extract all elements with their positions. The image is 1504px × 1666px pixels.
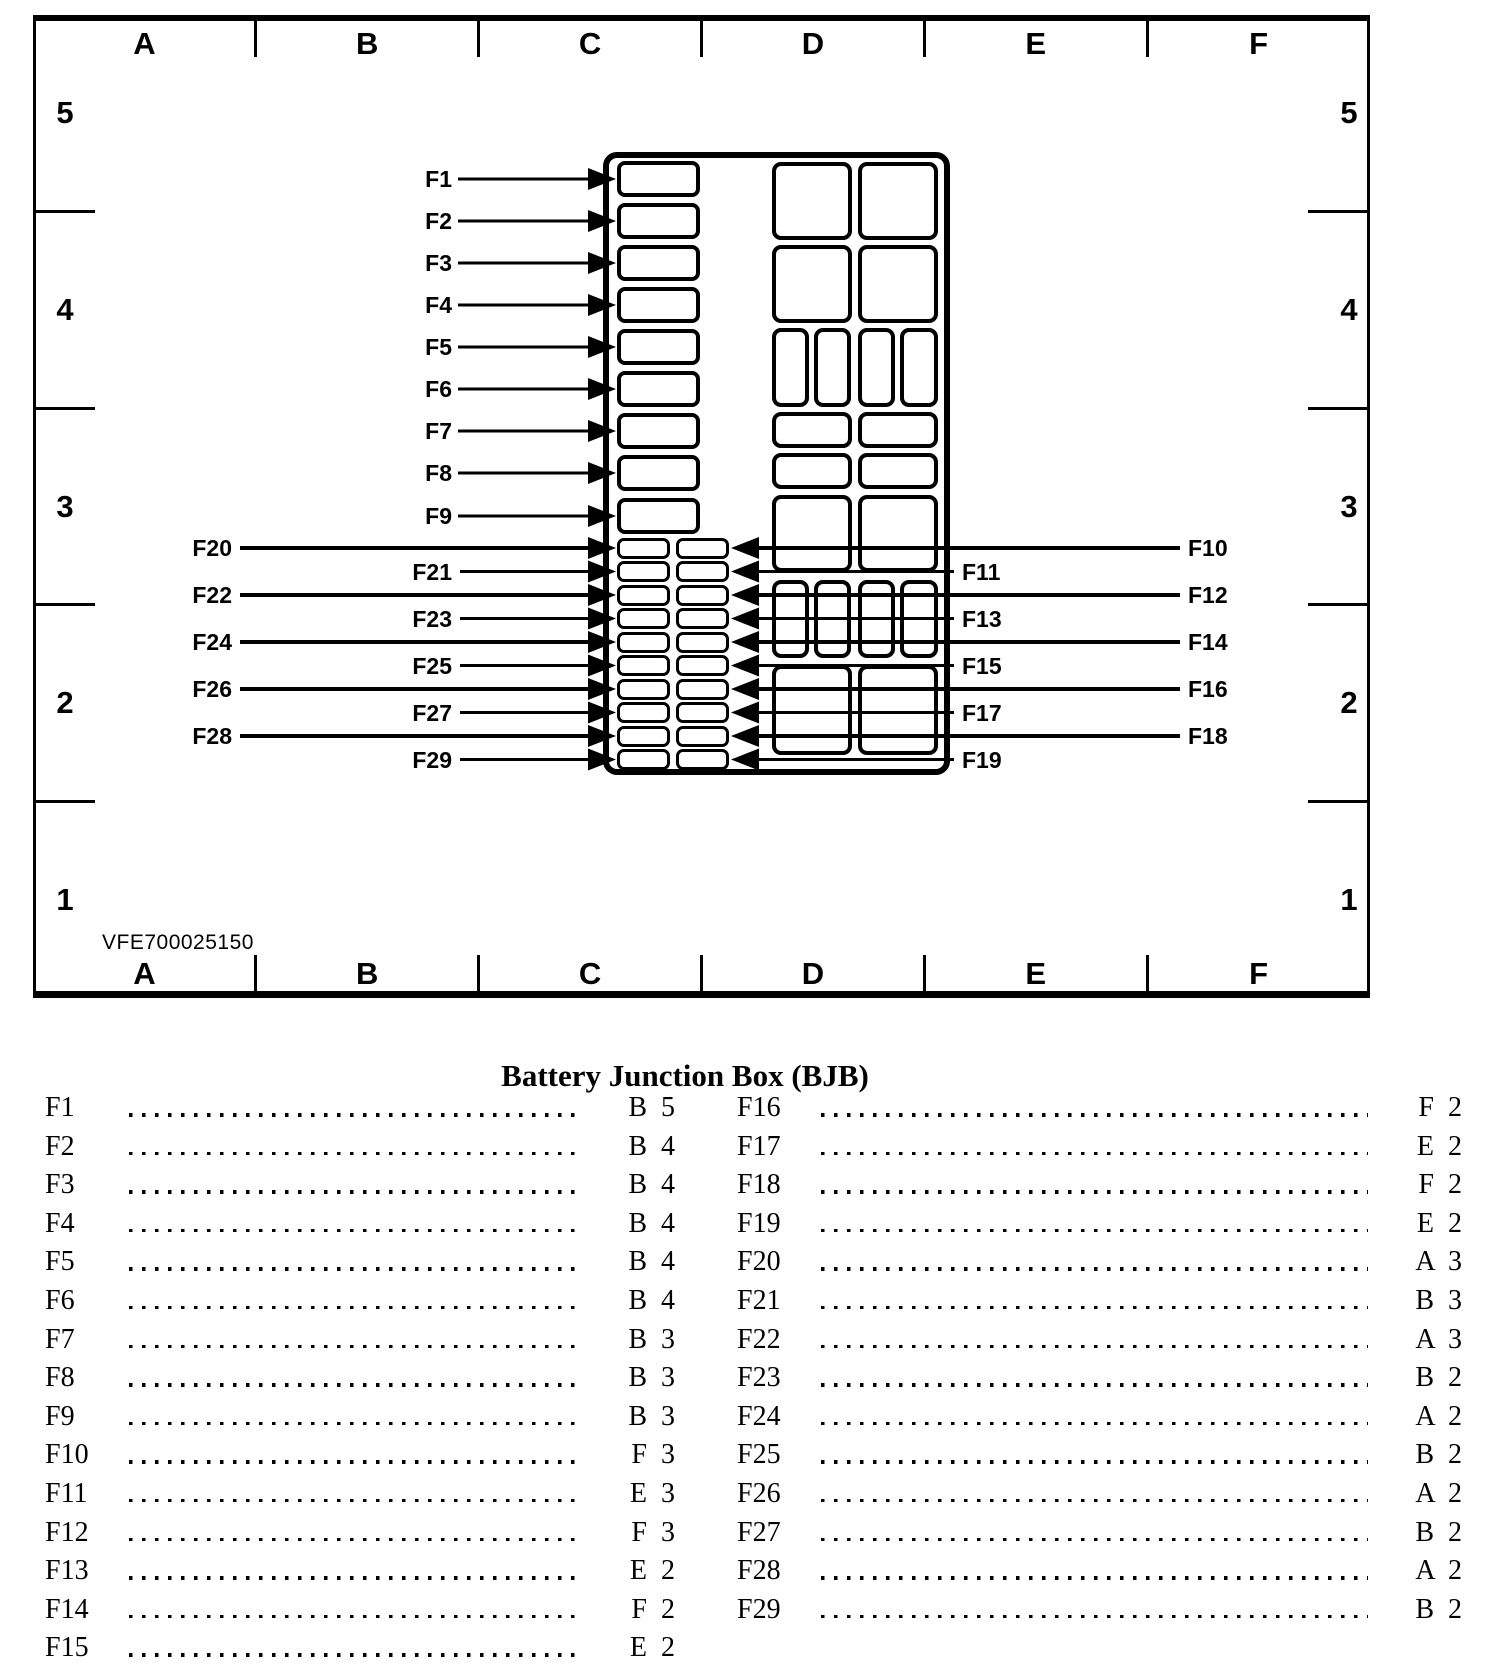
index-row bbox=[737, 1166, 1462, 1205]
fuse-callout-label-F4: F4 bbox=[425, 292, 452, 318]
relay-slot bbox=[772, 580, 809, 658]
fuse-slot-F16 bbox=[676, 679, 729, 700]
index-leader-dots bbox=[129, 1229, 581, 1233]
fuse-slot-F23 bbox=[617, 608, 670, 629]
index-leader-dots bbox=[821, 1113, 1368, 1117]
fuse-callout-label-F21: F21 bbox=[412, 558, 452, 585]
relay-slot bbox=[900, 328, 938, 407]
index-grid-location: B 2 bbox=[1415, 1516, 1462, 1548]
grid-column-label-top: A bbox=[133, 26, 156, 61]
grid-row-tick bbox=[1308, 210, 1367, 213]
index-fuse-label: F29 bbox=[737, 1593, 781, 1625]
index-leader-dots bbox=[821, 1306, 1368, 1310]
index-grid-location: F 3 bbox=[631, 1516, 675, 1548]
index-fuse-label: F26 bbox=[737, 1477, 781, 1509]
fuse-callout-label-F24: F24 bbox=[192, 629, 232, 655]
index-fuse-label: F22 bbox=[737, 1323, 781, 1355]
index-row bbox=[45, 1089, 675, 1128]
grid-column-tick bbox=[477, 955, 480, 991]
index-fuse-label: F8 bbox=[45, 1362, 75, 1394]
grid-column-label-top: D bbox=[801, 26, 825, 61]
index-grid-location: F 2 bbox=[1418, 1092, 1462, 1123]
index-leader-dots bbox=[129, 1576, 581, 1580]
fuse-slot-F1 bbox=[617, 161, 700, 197]
grid-column-label-bottom: B bbox=[356, 956, 379, 991]
relay-slot bbox=[858, 328, 895, 407]
fuse-slot-F21 bbox=[617, 561, 670, 582]
grid-row-tick bbox=[36, 210, 95, 213]
index-leader-dots bbox=[129, 1306, 581, 1310]
fuse-callout-label-F28: F28 bbox=[192, 723, 232, 749]
diagram-title: Battery Junction Box (BJB) bbox=[501, 1058, 869, 1093]
index-row bbox=[737, 1321, 1462, 1360]
index-row bbox=[737, 1475, 1462, 1514]
fuse-callout-label-F15: F15 bbox=[962, 652, 1002, 679]
index-fuse-label: F3 bbox=[45, 1169, 75, 1201]
index-leader-dots bbox=[821, 1267, 1368, 1271]
relay-slot bbox=[900, 580, 938, 658]
index-fuse-label: F25 bbox=[737, 1439, 781, 1471]
index-grid-location: B 3 bbox=[628, 1323, 675, 1355]
fuse-callout-label-F23: F23 bbox=[412, 605, 452, 632]
grid-column-tick bbox=[1146, 955, 1149, 991]
grid-column-label-bottom: A bbox=[133, 956, 156, 991]
index-row bbox=[45, 1475, 675, 1514]
relay-slot bbox=[858, 245, 938, 323]
index-leader-dots bbox=[129, 1538, 581, 1542]
fuse-callout-label-F26: F26 bbox=[192, 676, 232, 702]
index-grid-location: B 4 bbox=[628, 1130, 675, 1162]
index-leader-dots bbox=[821, 1190, 1368, 1194]
relay-slot bbox=[772, 665, 852, 755]
grid-row-label-left: 4 bbox=[56, 291, 74, 327]
index-fuse-label: F13 bbox=[45, 1555, 89, 1587]
relay-slot bbox=[772, 245, 852, 323]
index-fuse-label: F5 bbox=[45, 1246, 75, 1278]
index-row bbox=[45, 1398, 675, 1437]
index-fuse-label: F11 bbox=[45, 1477, 88, 1509]
fuse-callout-label-F13: F13 bbox=[962, 605, 1002, 632]
grid-column-tick bbox=[254, 955, 257, 991]
index-fuse-label: F27 bbox=[737, 1516, 781, 1548]
grid-row-label-left: 5 bbox=[56, 95, 74, 131]
relay-slot bbox=[772, 162, 852, 240]
grid-column-label-top: F bbox=[1249, 26, 1269, 61]
fuse-slot-F26 bbox=[617, 679, 670, 700]
fuse-slot-F24 bbox=[617, 632, 670, 653]
index-leader-dots bbox=[129, 1460, 581, 1464]
grid-row-label-left: 1 bbox=[56, 881, 74, 917]
index-grid-location: E 2 bbox=[629, 1555, 675, 1587]
grid-column-label-top: C bbox=[578, 26, 602, 61]
relay-slot bbox=[858, 580, 895, 658]
grid-row-label-right: 1 bbox=[1340, 881, 1358, 917]
fuse-slot-F25 bbox=[617, 655, 670, 676]
index-leader-dots bbox=[821, 1499, 1368, 1503]
index-leader-dots bbox=[129, 1383, 581, 1387]
relay-slot bbox=[858, 665, 938, 755]
index-row bbox=[45, 1282, 675, 1321]
grid-row-label-left: 2 bbox=[56, 685, 74, 721]
index-row bbox=[737, 1089, 1462, 1128]
fuse-slot-F22 bbox=[617, 585, 670, 606]
fuse-callout-label-F12: F12 bbox=[1188, 582, 1228, 608]
grid-row-tick bbox=[36, 407, 95, 410]
fuse-slot-F10 bbox=[676, 538, 729, 559]
index-fuse-label: F10 bbox=[45, 1439, 89, 1471]
fuse-slot-F18 bbox=[676, 726, 729, 747]
fuse-slot-F28 bbox=[617, 726, 670, 747]
index-row bbox=[45, 1359, 675, 1398]
index-grid-location: E 2 bbox=[1416, 1130, 1462, 1162]
index-row bbox=[45, 1128, 675, 1167]
index-fuse-label: F6 bbox=[45, 1284, 75, 1316]
fuse-slot-F7 bbox=[617, 413, 700, 449]
index-leader-dots bbox=[821, 1615, 1368, 1619]
index-leader-dots bbox=[821, 1152, 1368, 1156]
fuse-slot-F5 bbox=[617, 329, 700, 365]
index-grid-location: E 2 bbox=[1416, 1207, 1462, 1239]
index-leader-dots bbox=[129, 1267, 581, 1271]
fuse-slot-F3 bbox=[617, 245, 700, 281]
fuse-callout-label-F8: F8 bbox=[425, 460, 452, 486]
fuse-callout-label-F22: F22 bbox=[192, 582, 232, 608]
index-table-left bbox=[45, 1089, 675, 1666]
index-grid-location: A 2 bbox=[1415, 1555, 1462, 1587]
index-row bbox=[737, 1591, 1462, 1630]
figure-code: VFE700025150 bbox=[102, 931, 254, 954]
index-leader-dots bbox=[129, 1345, 581, 1349]
index-grid-location: B 3 bbox=[1415, 1284, 1462, 1316]
index-row bbox=[737, 1359, 1462, 1398]
index-row bbox=[737, 1205, 1462, 1244]
fuse-slot-F12 bbox=[676, 585, 729, 606]
index-grid-location: B 5 bbox=[628, 1092, 675, 1123]
grid-column-label-bottom: F bbox=[1249, 956, 1269, 991]
grid-row-label-right: 3 bbox=[1340, 488, 1358, 524]
grid-column-label-bottom: C bbox=[578, 956, 602, 991]
grid-column-label-bottom: D bbox=[801, 956, 825, 991]
grid-column-tick bbox=[1146, 21, 1149, 57]
fuse-slot-F14 bbox=[676, 632, 729, 653]
fuse-callout-label-F5: F5 bbox=[425, 334, 452, 360]
grid-row-tick bbox=[1308, 407, 1367, 410]
relay-slot bbox=[772, 412, 852, 448]
grid-row-label-right: 4 bbox=[1340, 291, 1358, 327]
fuse-slot-F29 bbox=[617, 749, 670, 770]
index-grid-location: B 3 bbox=[628, 1362, 675, 1394]
index-leader-dots bbox=[129, 1499, 581, 1503]
index-leader-dots bbox=[821, 1229, 1368, 1233]
index-grid-location: A 3 bbox=[1415, 1323, 1462, 1355]
fuse-slot-F27 bbox=[617, 702, 670, 723]
index-row bbox=[45, 1514, 675, 1553]
index-table-right bbox=[737, 1089, 1462, 1629]
index-row bbox=[45, 1166, 675, 1205]
grid-row-tick bbox=[1308, 603, 1367, 606]
index-grid-location: A 3 bbox=[1415, 1246, 1462, 1278]
index-leader-dots bbox=[129, 1653, 581, 1657]
index-leader-dots bbox=[821, 1383, 1368, 1387]
fuse-callout-label-F9: F9 bbox=[425, 503, 452, 529]
grid-column-label-top: E bbox=[1025, 26, 1047, 61]
index-leader-dots bbox=[821, 1345, 1368, 1349]
relay-slot bbox=[814, 580, 851, 658]
fuse-callout-label-F20: F20 bbox=[192, 535, 232, 561]
relay-slot bbox=[814, 328, 851, 407]
index-row bbox=[45, 1552, 675, 1591]
fuse-callout-label-F7: F7 bbox=[425, 418, 452, 444]
fuse-callout-label-F18: F18 bbox=[1188, 723, 1228, 749]
index-fuse-label: F20 bbox=[737, 1246, 781, 1278]
index-row bbox=[737, 1282, 1462, 1321]
grid-column-tick bbox=[923, 955, 926, 991]
fuse-callout-label-F11: F11 bbox=[962, 558, 1001, 585]
index-fuse-label: F14 bbox=[45, 1593, 89, 1625]
grid-row-label-left: 3 bbox=[56, 488, 74, 524]
grid-column-label-bottom: E bbox=[1025, 956, 1047, 991]
index-leader-dots bbox=[129, 1152, 581, 1156]
index-fuse-label: F23 bbox=[737, 1362, 781, 1394]
index-grid-location: A 2 bbox=[1415, 1477, 1462, 1509]
grid-column-tick bbox=[923, 21, 926, 57]
relay-slot bbox=[858, 453, 938, 489]
fuse-callout-label-F1: F1 bbox=[425, 166, 452, 192]
relay-slot bbox=[772, 495, 852, 572]
grid-row-tick bbox=[36, 603, 95, 606]
index-row bbox=[737, 1514, 1462, 1553]
index-fuse-label: F12 bbox=[45, 1516, 89, 1548]
fuse-callout-label-F2: F2 bbox=[425, 208, 452, 234]
index-row bbox=[45, 1321, 675, 1360]
grid-row-tick bbox=[36, 800, 95, 803]
index-grid-location: B 2 bbox=[1415, 1593, 1462, 1625]
index-grid-location: B 2 bbox=[1415, 1439, 1462, 1471]
index-grid-location: F 3 bbox=[631, 1439, 675, 1471]
index-row bbox=[737, 1243, 1462, 1282]
index-grid-location: B 3 bbox=[628, 1400, 675, 1432]
index-grid-location: A 2 bbox=[1415, 1400, 1462, 1432]
grid-column-tick bbox=[700, 955, 703, 991]
index-row bbox=[737, 1128, 1462, 1167]
grid-row-label-right: 2 bbox=[1340, 685, 1358, 721]
index-row bbox=[45, 1205, 675, 1244]
fuse-callout-label-F19: F19 bbox=[962, 746, 1002, 773]
grid-column-tick bbox=[477, 21, 480, 57]
grid-row-tick bbox=[1308, 800, 1367, 803]
fuse-callout-label-F17: F17 bbox=[962, 699, 1002, 726]
index-fuse-label: F2 bbox=[45, 1130, 75, 1162]
index-leader-dots bbox=[129, 1113, 581, 1117]
index-fuse-label: F1 bbox=[45, 1092, 75, 1123]
index-leader-dots bbox=[129, 1190, 581, 1194]
fuse-slot-F4 bbox=[617, 287, 700, 323]
fuse-slot-F11 bbox=[676, 561, 729, 582]
fuse-callout-label-F6: F6 bbox=[425, 376, 452, 402]
index-grid-location: B 4 bbox=[628, 1169, 675, 1201]
index-fuse-label: F19 bbox=[737, 1207, 781, 1239]
fuse-callout-label-F10: F10 bbox=[1188, 535, 1228, 561]
fuse-callout-label-F29: F29 bbox=[412, 746, 452, 773]
relay-slot bbox=[858, 495, 938, 572]
relay-slot bbox=[772, 453, 852, 489]
fuse-slot-F6 bbox=[617, 371, 700, 407]
grid-column-tick bbox=[254, 21, 257, 57]
index-row bbox=[45, 1436, 675, 1475]
index-fuse-label: F7 bbox=[45, 1323, 75, 1355]
fuse-callout-label-F16: F16 bbox=[1188, 676, 1228, 702]
index-fuse-label: F21 bbox=[737, 1284, 781, 1316]
relay-slot bbox=[858, 162, 938, 240]
index-row bbox=[45, 1243, 675, 1282]
index-row bbox=[45, 1629, 675, 1666]
relay-slot bbox=[772, 328, 809, 407]
fuse-slot-F13 bbox=[676, 608, 729, 629]
grid-column-label-top: B bbox=[356, 26, 379, 61]
index-fuse-label: F17 bbox=[737, 1130, 781, 1162]
fuse-slot-F17 bbox=[676, 702, 729, 723]
index-grid-location: B 4 bbox=[628, 1246, 675, 1278]
index-leader-dots bbox=[821, 1538, 1368, 1542]
index-grid-location: B 4 bbox=[628, 1284, 675, 1316]
index-grid-location: F 2 bbox=[1418, 1169, 1462, 1201]
index-fuse-label: F4 bbox=[45, 1207, 75, 1239]
fuse-slot-F2 bbox=[617, 203, 700, 239]
fuse-slot-F20 bbox=[617, 538, 670, 559]
relay-slot bbox=[858, 412, 938, 448]
index-row bbox=[737, 1398, 1462, 1437]
index-row bbox=[737, 1552, 1462, 1591]
index-fuse-label: F15 bbox=[45, 1632, 89, 1664]
index-leader-dots bbox=[821, 1422, 1368, 1426]
fuse-callout-label-F3: F3 bbox=[425, 250, 452, 276]
index-fuse-label: F24 bbox=[737, 1400, 781, 1432]
fuse-callout-label-F14: F14 bbox=[1188, 629, 1228, 655]
index-fuse-label: F18 bbox=[737, 1169, 781, 1201]
grid-row-label-right: 5 bbox=[1340, 95, 1358, 131]
index-fuse-label: F9 bbox=[45, 1400, 75, 1432]
fuse-slot-F9 bbox=[617, 498, 700, 534]
index-leader-dots bbox=[821, 1460, 1368, 1464]
index-grid-location: E 2 bbox=[629, 1632, 675, 1664]
fuse-callout-label-F25: F25 bbox=[412, 652, 452, 679]
index-grid-location: B 2 bbox=[1415, 1362, 1462, 1394]
index-row bbox=[45, 1591, 675, 1630]
index-leader-dots bbox=[129, 1615, 581, 1619]
index-fuse-label: F16 bbox=[737, 1092, 781, 1123]
index-leader-dots bbox=[129, 1422, 581, 1426]
fuse-slot-F15 bbox=[676, 655, 729, 676]
fuse-slot-F8 bbox=[617, 455, 700, 491]
index-leader-dots bbox=[821, 1576, 1368, 1580]
fuse-callout-label-F27: F27 bbox=[412, 699, 452, 726]
index-grid-location: E 3 bbox=[629, 1477, 675, 1509]
index-grid-location: F 2 bbox=[631, 1593, 675, 1625]
index-grid-location: B 4 bbox=[628, 1207, 675, 1239]
index-fuse-label: F28 bbox=[737, 1555, 781, 1587]
index-row bbox=[737, 1436, 1462, 1475]
grid-column-tick bbox=[700, 21, 703, 57]
fuse-slot-F19 bbox=[676, 749, 729, 770]
